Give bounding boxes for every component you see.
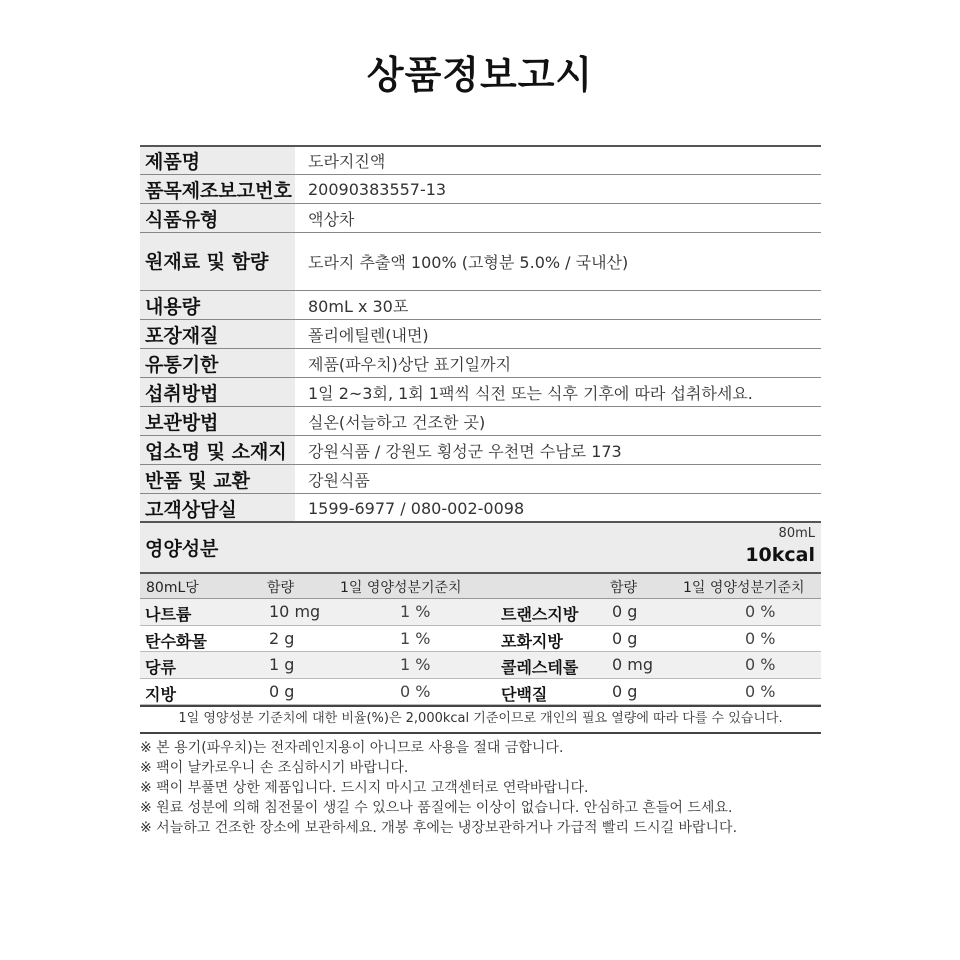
nutrition-row: [140, 652, 821, 679]
nutrient-name: 탄수화물: [145, 631, 207, 651]
info-label: 원재료 및 함량: [140, 233, 295, 290]
nutrient-percent: 0 %: [745, 655, 776, 674]
info-row-report-number: [140, 174, 821, 203]
info-label: 포장재질: [140, 320, 295, 348]
nutrition-rows: [140, 599, 821, 705]
nutrition-row: [140, 599, 821, 626]
nutrient-name: 포화지방: [501, 631, 563, 651]
info-value: 제품(파우치)상단 표기일까지: [308, 354, 512, 374]
nutrient-percent: 1 %: [400, 628, 431, 648]
info-row-ingredients: [140, 232, 821, 290]
nutrient-amount: 1 g: [269, 655, 295, 674]
nutrient-amount: 0 g: [612, 628, 638, 648]
info-value: 폴리에틸렌(내면): [308, 325, 429, 345]
info-value: 강원식품 / 강원도 횡성군 우천면 수남로 173: [308, 441, 622, 461]
nutrient-percent: 0 %: [745, 628, 776, 648]
info-label: 업소명 및 소재지: [140, 436, 295, 464]
nutrition-footnote: 1일 영양성분 기준치에 대한 비율(%)은 2,000kcal 기준이므로 개인의 필요 열량에 따라 다를 수 있습니다.: [140, 705, 821, 734]
info-row-intake: [140, 377, 821, 406]
nutrient-amount: 10 mg: [269, 602, 321, 621]
caution-note: ※ 팩이 날카로우니 손 조심하시기 바랍니다.: [140, 760, 409, 776]
info-value: 1599-6977 / 080-002-0098: [308, 498, 525, 518]
nutrient-amount: 0 g: [612, 602, 638, 621]
info-row-returns: [140, 464, 821, 493]
col-dv-left: 1일 영양성분기준치: [340, 580, 462, 596]
info-label: 보관방법: [140, 407, 295, 435]
caution-note: ※ 서늘하고 건조한 장소에 보관하세요. 개봉 후에는 냉장보관하거나 가급적 빨리 드시길 바랍니다.: [140, 820, 738, 836]
info-label: 내용량: [140, 291, 295, 319]
caution-note: ※ 본 용기(파우치)는 전자레인지용이 아니므로 사용을 절대 금합니다.: [140, 740, 564, 756]
info-label: 제품명: [140, 147, 295, 174]
nutrition-table: [140, 521, 821, 734]
nutrient-percent: 0 %: [745, 681, 776, 701]
info-value: 도라지 추출액 100% (고형분 5.0% / 국내산): [308, 253, 629, 272]
caution-note: ※ 원료 성분에 의해 침전물이 생길 수 있으나 품질에는 이상이 없습니다. 안심하고 흔들어 드세요.: [140, 800, 733, 816]
info-row-food-type: [140, 203, 821, 232]
nutrient-name: 지방: [145, 684, 176, 704]
nutrition-row: [140, 679, 821, 706]
nutrient-amount: 0 g: [612, 681, 638, 701]
nutrition-title: 영양성분: [145, 538, 219, 560]
nutrient-name: 당류: [145, 658, 176, 677]
nutrient-percent: 0 %: [745, 602, 776, 621]
info-label: 품목제조보고번호: [140, 175, 295, 203]
page-title: 상품정보고시: [366, 53, 594, 97]
nutrient-amount: 2 g: [269, 628, 295, 648]
info-value: 실온(서늘하고 건조한 곳): [308, 412, 486, 432]
nutrition-row: [140, 626, 821, 653]
col-content-left: 함량: [267, 580, 295, 596]
caution-notes: [140, 738, 737, 838]
caution-note: ※ 팩이 부풀면 상한 제품입니다. 드시지 마시고 고객센터로 연락바랍니다.: [140, 780, 589, 796]
info-value: 액상차: [308, 209, 355, 229]
info-row-customer-service: [140, 493, 821, 522]
product-info-table: [140, 145, 821, 524]
info-value: 강원식품: [308, 470, 370, 490]
nutrient-amount: 0 mg: [612, 655, 654, 674]
info-label: 유통기한: [140, 349, 295, 377]
info-label: 반품 및 교환: [140, 465, 295, 493]
nutrient-name: 트랜스지방: [501, 605, 579, 624]
col-content-right: 함량: [610, 580, 638, 596]
info-value: 1일 2~3회, 1회 1팩씩 식전 또는 식후 기후에 따라 섭취하세요.: [308, 383, 753, 403]
info-value: 도라지진액: [308, 152, 386, 171]
nutrition-header: [140, 521, 821, 572]
nutrition-amount: 80mL: [778, 526, 815, 541]
info-label: 고객상담실: [140, 494, 295, 522]
nutrient-name: 나트륨: [145, 605, 192, 624]
nutrient-name: 단백질: [501, 684, 548, 704]
info-row-volume: [140, 290, 821, 319]
nutrition-column-header: [140, 572, 821, 599]
nutrient-percent: 0 %: [400, 681, 431, 701]
nutrition-calories: 10kcal: [745, 544, 815, 566]
nutrient-percent: 1 %: [400, 602, 431, 621]
info-row-storage: [140, 406, 821, 435]
nutrient-amount: 0 g: [269, 681, 295, 701]
nutrient-name: 콜레스테롤: [501, 658, 579, 677]
info-label: 식품유형: [140, 204, 295, 232]
info-row-expiry: [140, 348, 821, 377]
info-value: 20090383557-13: [308, 179, 447, 199]
info-row-product-name: [140, 145, 821, 174]
info-label: 섭취방법: [140, 378, 295, 406]
nutrient-percent: 1 %: [400, 655, 431, 674]
info-row-manufacturer: [140, 435, 821, 464]
info-value: 80mL x 30포: [308, 296, 409, 316]
col-dv-right: 1일 영양성분기준치: [683, 580, 805, 596]
info-row-packaging: [140, 319, 821, 348]
col-basis: 80mL당: [146, 580, 199, 596]
